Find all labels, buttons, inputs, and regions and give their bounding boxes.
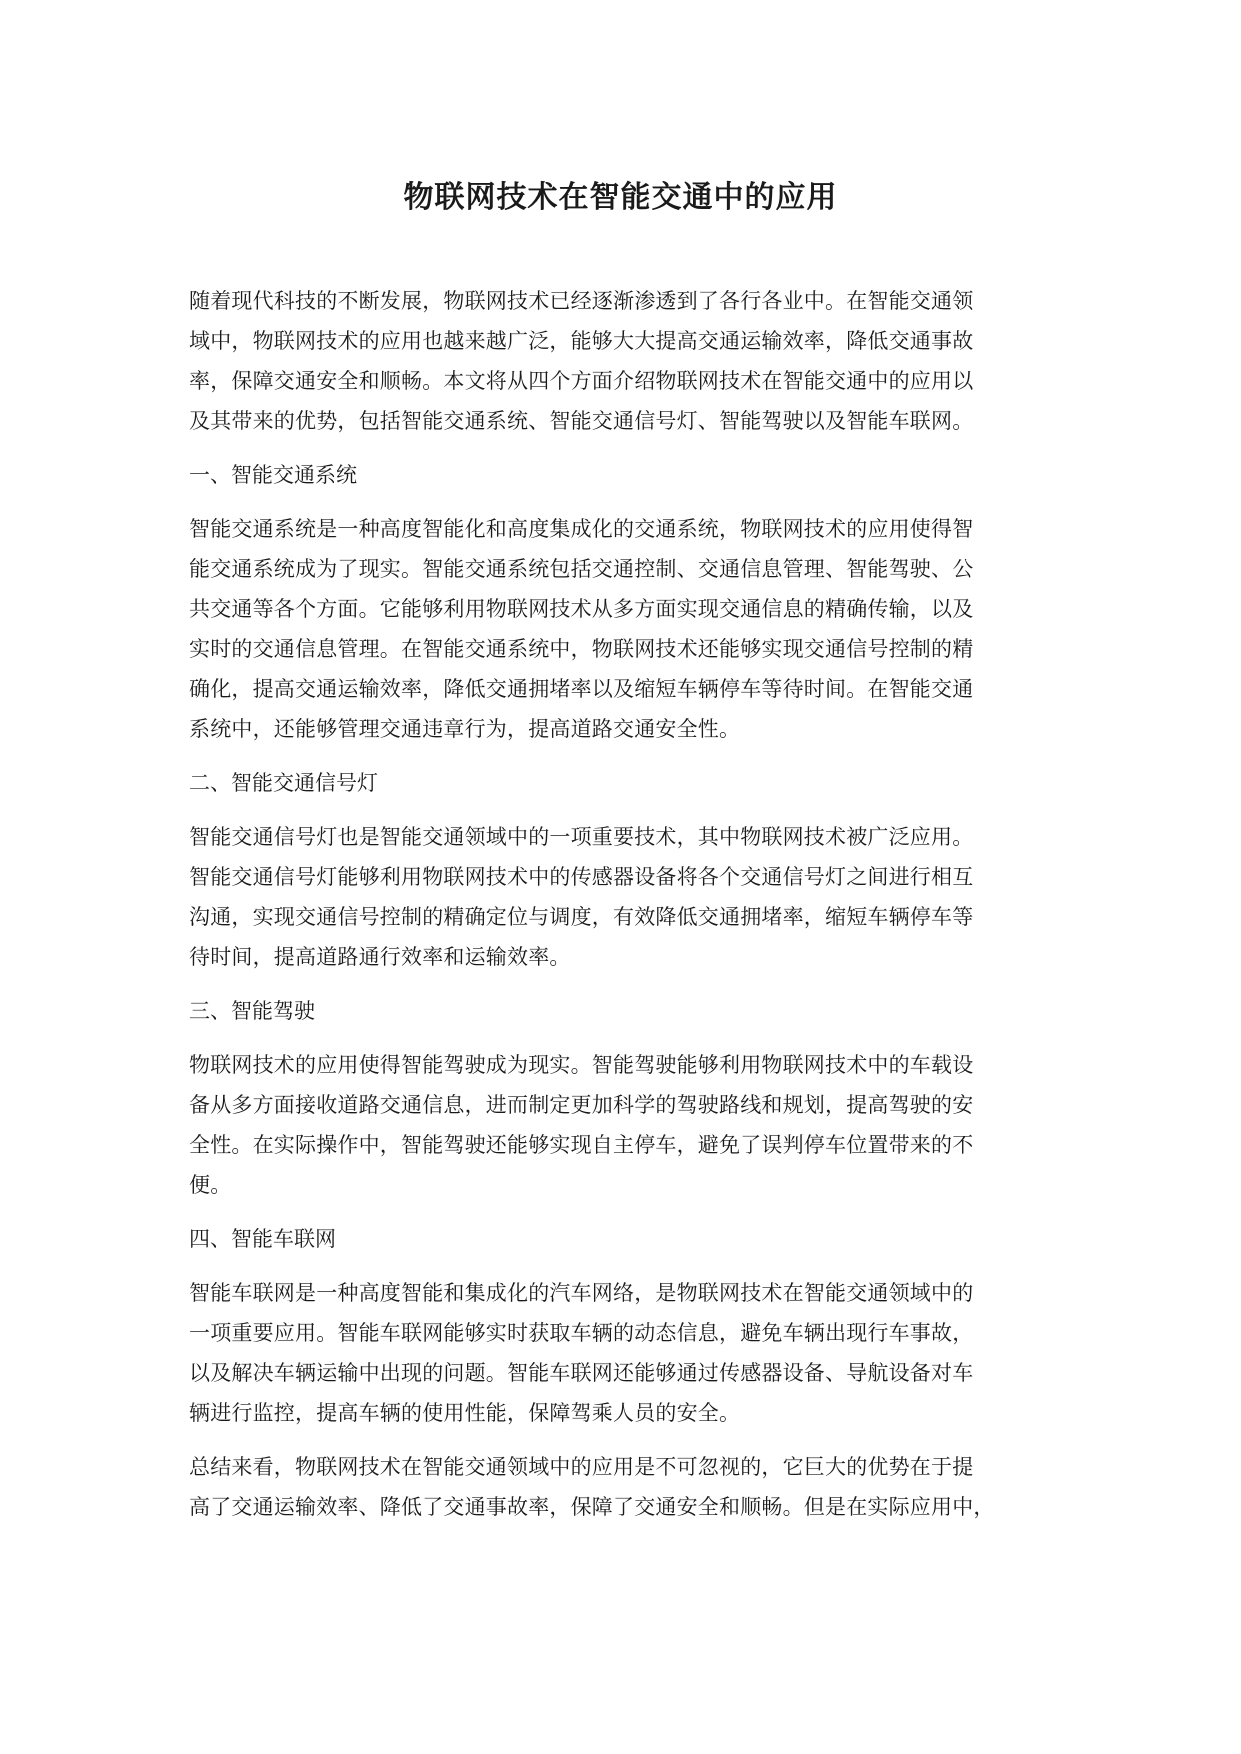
- paragraph-line: 域中，物联网技术的应用也越来越广泛，能够大大提高交通运输效率，降低交通事故: [189, 329, 974, 353]
- paragraph-line: 物联网技术的应用使得智能驾驶成为现实。智能驾驶能够利用物联网技术中的车载设: [189, 1053, 974, 1077]
- document-body: [189, 281, 1069, 1541]
- section-heading: 四、智能车联网: [189, 1227, 336, 1251]
- paragraph-line: 及其带来的优势，包括智能交通系统、智能交通信号灯、智能驾驶以及智能车联网。: [189, 409, 974, 433]
- paragraph-line: 智能交通信号灯也是智能交通领域中的一项重要技术，其中物联网技术被广泛应用。: [189, 825, 974, 849]
- paragraph-line: 以及解决车辆运输中出现的问题。智能车联网还能够通过传感器设备、导航设备对车: [189, 1361, 974, 1385]
- paragraph-line: 共交通等各个方面。它能够利用物联网技术从多方面实现交通信息的精确传输，以及: [189, 597, 974, 621]
- section-paragraph: [189, 817, 1069, 977]
- paragraph-line: 智能车联网是一种高度智能和集成化的汽车网络，是物联网技术在智能交通领域中的: [189, 1281, 974, 1305]
- paragraph-line: 辆进行监控，提高车辆的使用性能，保障驾乘人员的安全。: [189, 1401, 741, 1425]
- paragraph-line: 全性。在实际操作中，智能驾驶还能够实现自主停车，避免了误判停车位置带来的不: [189, 1133, 974, 1157]
- paragraph-line: 高了交通运输效率、降低了交通事故率，保障了交通安全和顺畅。但是在实际应用中，: [189, 1495, 995, 1519]
- paragraph-line: 待时间，提高道路通行效率和运输效率。: [189, 945, 571, 969]
- paragraph-line: 一项重要应用。智能车联网能够实时获取车辆的动态信息，避免车辆出现行车事故，: [189, 1321, 974, 1345]
- section-heading: 三、智能驾驶: [189, 999, 315, 1023]
- paragraph-line: 实时的交通信息管理。在智能交通系统中，物联网技术还能够实现交通信号控制的精: [189, 637, 974, 661]
- paragraph-line: 智能交通系统是一种高度智能化和高度集成化的交通系统，物联网技术的应用使得智: [189, 517, 974, 541]
- document-title: 物联网技术在智能交通中的应用: [403, 180, 838, 215]
- section-paragraph: [189, 1045, 1069, 1205]
- section-paragraph: [189, 1273, 1069, 1433]
- conclusion-paragraph: [189, 1447, 1069, 1527]
- paragraph-line: 便。: [189, 1173, 232, 1197]
- paragraph-line: 智能交通信号灯能够利用物联网技术中的传感器设备将各个交通信号灯之间进行相互: [189, 865, 974, 889]
- paragraph-line: 随着现代科技的不断发展，物联网技术已经逐渐渗透到了各行各业中。在智能交通领: [189, 289, 974, 313]
- paragraph-line: 沟通，实现交通信号控制的精确定位与调度，有效降低交通拥堵率，缩短车辆停车等: [189, 905, 974, 929]
- section-heading: 二、智能交通信号灯: [189, 771, 378, 795]
- paragraph-line: 率，保障交通安全和顺畅。本文将从四个方面介绍物联网技术在智能交通中的应用以: [189, 369, 974, 393]
- paragraph-line: 能交通系统成为了现实。智能交通系统包括交通控制、交通信息管理、智能驾驶、公: [189, 557, 974, 581]
- paragraph-line: 备从多方面接收道路交通信息，进而制定更加科学的驾驶路线和规划，提高驾驶的安: [189, 1093, 974, 1117]
- paragraph-line: 确化，提高交通运输效率，降低交通拥堵率以及缩短车辆停车等待时间。在智能交通: [189, 677, 974, 701]
- paragraph-line: 总结来看，物联网技术在智能交通领域中的应用是不可忽视的，它巨大的优势在于提: [189, 1455, 974, 1479]
- paragraph-line: 系统中，还能够管理交通违章行为，提高道路交通安全性。: [189, 717, 741, 741]
- intro-paragraph: [189, 281, 1069, 441]
- section-paragraph: [189, 509, 1069, 749]
- section-heading: 一、智能交通系统: [189, 463, 357, 487]
